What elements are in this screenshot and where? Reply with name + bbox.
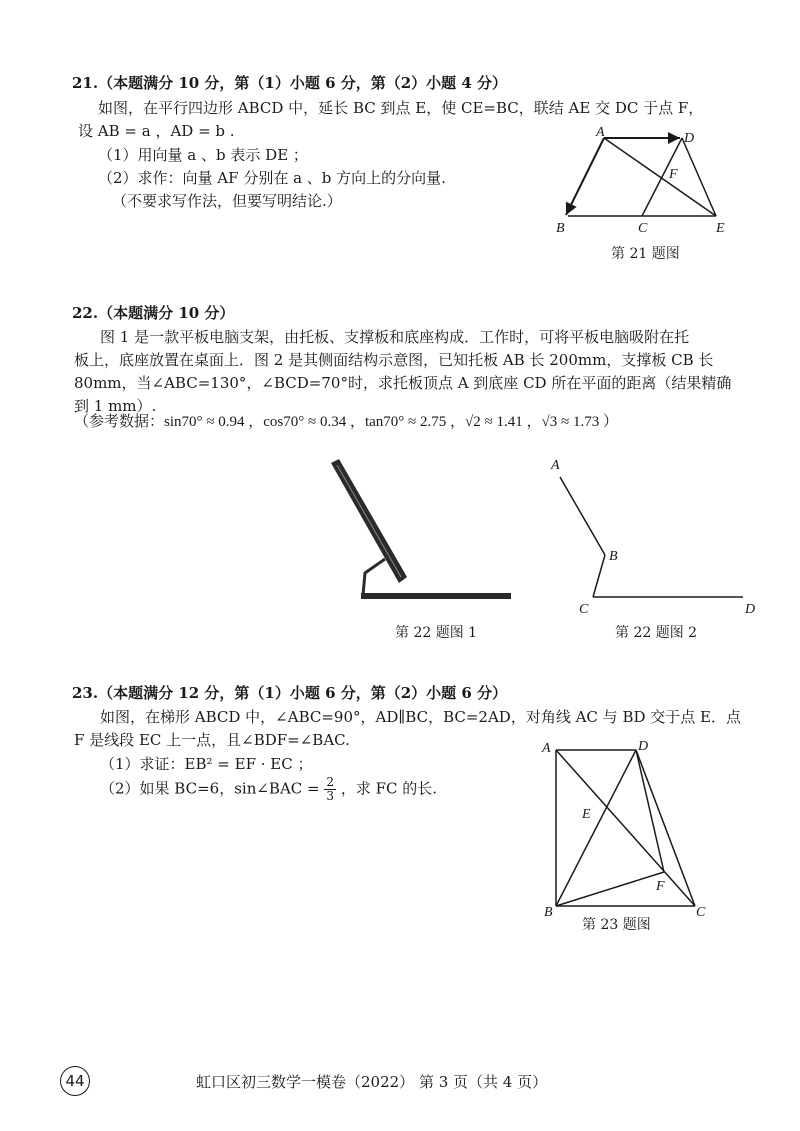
q23-part1: （1）求证：EB² = EF · EC ； [100,755,313,773]
q21-stem: 如图，在平行四边形 ABCD 中，延长 BC 到点 E，使 CE=BC，联结 AE 交 DC 于点 F， [98,99,704,117]
label-c: C [696,905,706,918]
q21-figure [548,120,748,240]
q22-figure2-schematic [545,455,760,615]
q22-reference-data: （参考数据：sin70° ≈ 0.94 ，cos70° ≈ 0.34 ，tan70° ≈ 2.75 ，√2 ≈ 1.41 ，√3 ≈ 1.73 ） [74,414,618,430]
fraction-numerator: 2 [326,775,335,789]
q22-header: 22.（本题满分 10 分） [72,304,235,322]
label-c: C [579,602,589,615]
q23-line1: 如图，在梯形 ABCD 中，∠ABC=90°，AD∥BC，BC=2AD，对角线 AC 与 BD 交于点 E．点 [100,708,741,726]
q23-part2-suffix: ，求 FC 的长. [340,779,438,798]
label-a: A [596,125,605,140]
label-b: B [556,221,565,236]
label-b: B [609,549,618,564]
q23-part2 [100,776,437,803]
q23-header: 23.（本题满分 12 分，第（1）小题 6 分，第（2）小题 6 分） [72,684,508,702]
q22-caption1: 第 22 题图 1 [395,625,478,641]
q22-line4: 到 1 mm）. [74,397,157,415]
q22-figure1-tablet-stand [325,455,520,607]
segment-ab [560,477,605,555]
q22-line1: 图 1 是一款平板电脑支架，由托板、支撑板和底座构成．工作时，可将平板电脑吸附在托 [100,328,690,346]
q21-part1: （1）用向量 a 、b 表示 DE ； [98,146,308,164]
label-f: F [656,879,665,894]
segment-bc [593,555,605,597]
q21-setup: 设 AB = a ，AD = b . [78,122,235,140]
fraction-denominator: 3 [326,789,335,803]
stand-base [361,593,511,599]
q21-header: 21.（本题满分 10 分，第（1）小题 6 分，第（2）小题 4 分） [72,74,508,92]
segment-bd [556,750,636,906]
label-e: E [716,221,725,236]
label-b: B [544,905,553,918]
segment-bf [556,872,664,906]
label-a: A [551,458,560,473]
q23-figure [540,738,710,918]
label-a: A [542,741,551,756]
q21-part2: （2）求作：向量 AF 分别在 a 、b 方向上的分向量. [98,169,446,187]
q23-line2: F 是线段 EC 上一点，且∠BDF=∠BAC. [74,731,350,749]
label-d: D [684,131,695,146]
label-f: F [669,167,678,182]
fraction-two-thirds [324,776,336,803]
support-plate [363,559,385,595]
label-d: D [745,602,756,615]
q22-line2: 板上，底座放置在桌面上．图 2 是其侧面结构示意图，已知托板 AB 长 200mm，支撑板 CB 长 [74,351,714,369]
label-e: E [582,807,591,822]
q23-part2-prefix: （2）如果 BC=6，sin∠BAC = [100,779,320,798]
label-c: C [638,221,648,236]
segment-dc [636,750,695,906]
page-footer: 虹口区初三数学一模卷（2022） 第 3 页（共 4 页） [196,1073,548,1091]
vector-ab [566,138,604,215]
q23-caption: 第 23 题图 [582,917,651,933]
q22-caption2: 第 22 题图 2 [615,625,698,641]
page-badge: 44 [60,1066,90,1096]
q21-note: （不要求写作法，但要写明结论.） [112,192,342,210]
q21-caption: 第 21 题图 [611,246,680,262]
label-d: D [638,739,649,754]
segment-ac [556,750,695,906]
q22-line3: 80mm，当∠ABC=130°，∠BCD=70°时，求托板顶点 A 到底座 CD 所在平面的距离（结果精确 [74,374,732,392]
